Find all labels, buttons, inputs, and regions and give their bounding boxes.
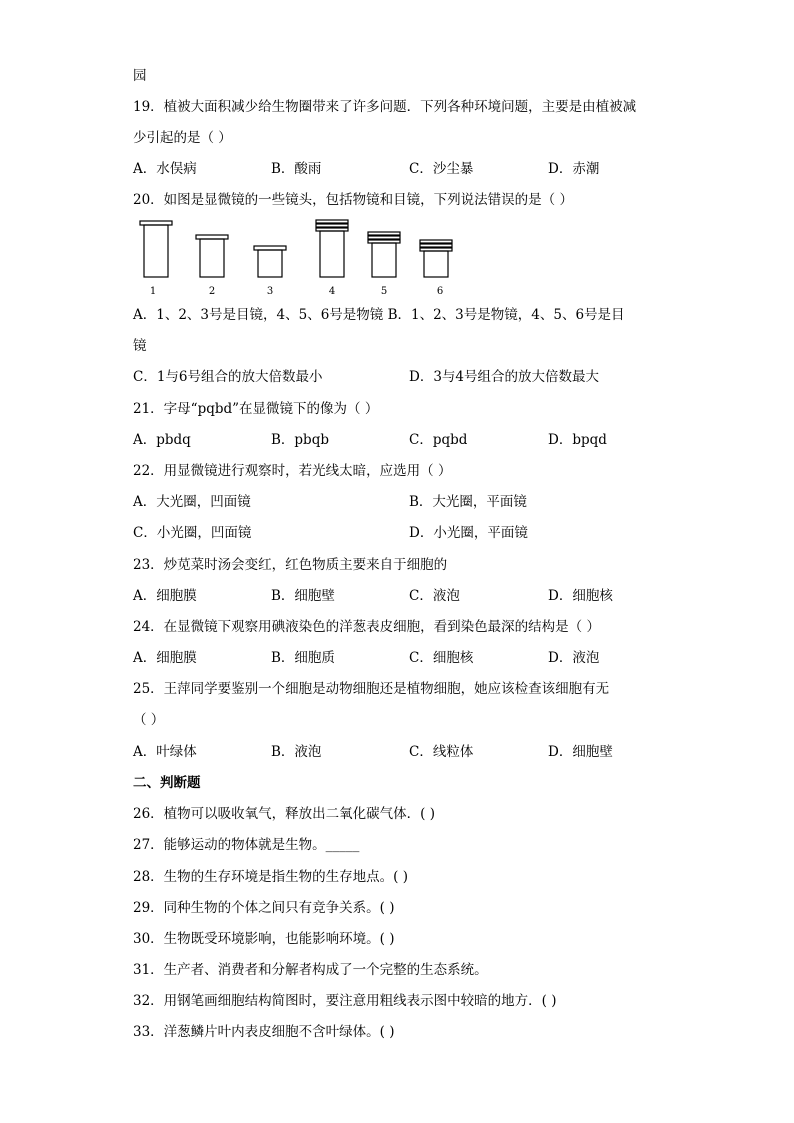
lens-figure bbox=[133, 218, 463, 300]
q21-option-d: D．bpqd bbox=[548, 432, 607, 448]
q23-option-c: C．液泡 bbox=[409, 588, 460, 604]
q19-option-d: D．赤潮 bbox=[548, 161, 600, 177]
q20-option-c: C．1与6号组合的放大倍数最小 bbox=[133, 369, 323, 385]
question-30: 30．生物既受环境影响，也能影响环境。( ) bbox=[133, 931, 395, 947]
lens-figure-svg bbox=[133, 218, 463, 300]
lens-label-2: 2 bbox=[208, 286, 216, 297]
q22-option-b: B．大光圈，平面镜 bbox=[409, 494, 527, 510]
q23-option-a: A．细胞膜 bbox=[133, 588, 197, 604]
q22-option-d: D．小光圈，平面镜 bbox=[409, 525, 528, 541]
lens-label-3: 3 bbox=[266, 286, 274, 297]
q25-option-a: A．叶绿体 bbox=[133, 744, 197, 760]
question-33: 33．洋葱鳞片叶内表皮细胞不含叶绿体。( ) bbox=[133, 1024, 395, 1040]
question-28: 28．生物的生存环境是指生物的生存地点。( ) bbox=[133, 869, 409, 885]
q20-options-ab: A．1、2、3号是目镜，4、5、6号是物镜 B．1、2、3号是物镜，4、5、6号是目 bbox=[133, 307, 625, 323]
question-26: 26．植物可以吸收氧气，释放出二氧化碳气体．( ) bbox=[133, 806, 436, 822]
lens-1-shape bbox=[140, 221, 172, 277]
q25-option-d: D．细胞壁 bbox=[548, 744, 613, 760]
question-27: 27．能够运动的物体就是生物。_____ bbox=[133, 837, 360, 853]
question-23: 23．炒苋菜时汤会变红，红色物质主要来自于细胞的 bbox=[133, 557, 448, 573]
q24-option-b: B．细胞质 bbox=[271, 650, 335, 666]
q24-option-a: A．细胞膜 bbox=[133, 650, 197, 666]
q25-option-c: C．线粒体 bbox=[409, 744, 474, 760]
question-24: 24．在显微镜下观察用碘液染色的洋葱表皮细胞，看到染色最深的结构是（ ） bbox=[133, 619, 600, 635]
q21-option-a: A．pbdq bbox=[133, 432, 191, 448]
q22-option-c: C．小光圈，凹面镜 bbox=[133, 525, 252, 541]
line-continuation: 园 bbox=[133, 68, 147, 84]
question-25-line-1: 25．王萍同学要鉴别一个细胞是动物细胞还是植物细胞，她应该检查该细胞有无 bbox=[133, 681, 610, 697]
question-21: 21．字母“pqbd”在显微镜下的像为（ ） bbox=[133, 401, 379, 417]
q19-option-a: A．水俣病 bbox=[133, 161, 197, 177]
q24-option-d: D．液泡 bbox=[548, 650, 600, 666]
lens-label-5: 5 bbox=[380, 286, 388, 297]
q21-option-b: B．pbqb bbox=[271, 432, 329, 448]
q24-option-c: C．细胞核 bbox=[409, 650, 474, 666]
q23-option-d: D．细胞核 bbox=[548, 588, 613, 604]
lens-label-6: 6 bbox=[436, 286, 444, 297]
lens-label-4: 4 bbox=[328, 286, 336, 297]
question-29: 29．同种生物的个体之间只有竞争关系。( ) bbox=[133, 900, 395, 916]
question-19-line-2: 少引起的是（ ） bbox=[133, 130, 232, 146]
section-heading-judgement: 二、判断题 bbox=[133, 775, 201, 791]
q21-option-c: C．pqbd bbox=[409, 432, 468, 448]
question-20: 20．如图是显微镜的一些镜头，包括物镜和目镜，下列说法错误的是（ ） bbox=[133, 192, 573, 208]
q22-option-a: A．大光圈，凹面镜 bbox=[133, 494, 251, 510]
q19-option-b: B．酸雨 bbox=[271, 161, 322, 177]
question-22: 22．用显微镜进行观察时，若光线太暗，应选用（ ） bbox=[133, 463, 452, 479]
q23-option-b: B．细胞壁 bbox=[271, 588, 335, 604]
q20-option-d: D．3与4号组合的放大倍数最大 bbox=[409, 369, 600, 385]
question-32: 32．用钢笔画细胞结构简图时，要注意用粗线表示图中较暗的地方．( ) bbox=[133, 993, 557, 1009]
lens-3-shape bbox=[254, 246, 286, 277]
lens-label-1: 1 bbox=[149, 286, 157, 297]
lens-6-shape bbox=[420, 240, 452, 277]
q19-option-c: C．沙尘暴 bbox=[409, 161, 474, 177]
question-25-line-2: （ ） bbox=[133, 712, 165, 728]
lens-2-shape bbox=[196, 235, 228, 277]
question-19-line-1: 19．植被大面积减少给生物圈带来了许多问题．下列各种环境问题，主要是由植被减 bbox=[133, 99, 637, 115]
q25-option-b: B．液泡 bbox=[271, 744, 322, 760]
question-31: 31．生产者、消费者和分解者构成了一个完整的生态系统。 bbox=[133, 962, 488, 978]
lens-4-shape bbox=[316, 220, 348, 277]
q20-options-ab-cont: 镜 bbox=[133, 338, 147, 354]
lens-5-shape bbox=[368, 232, 400, 277]
